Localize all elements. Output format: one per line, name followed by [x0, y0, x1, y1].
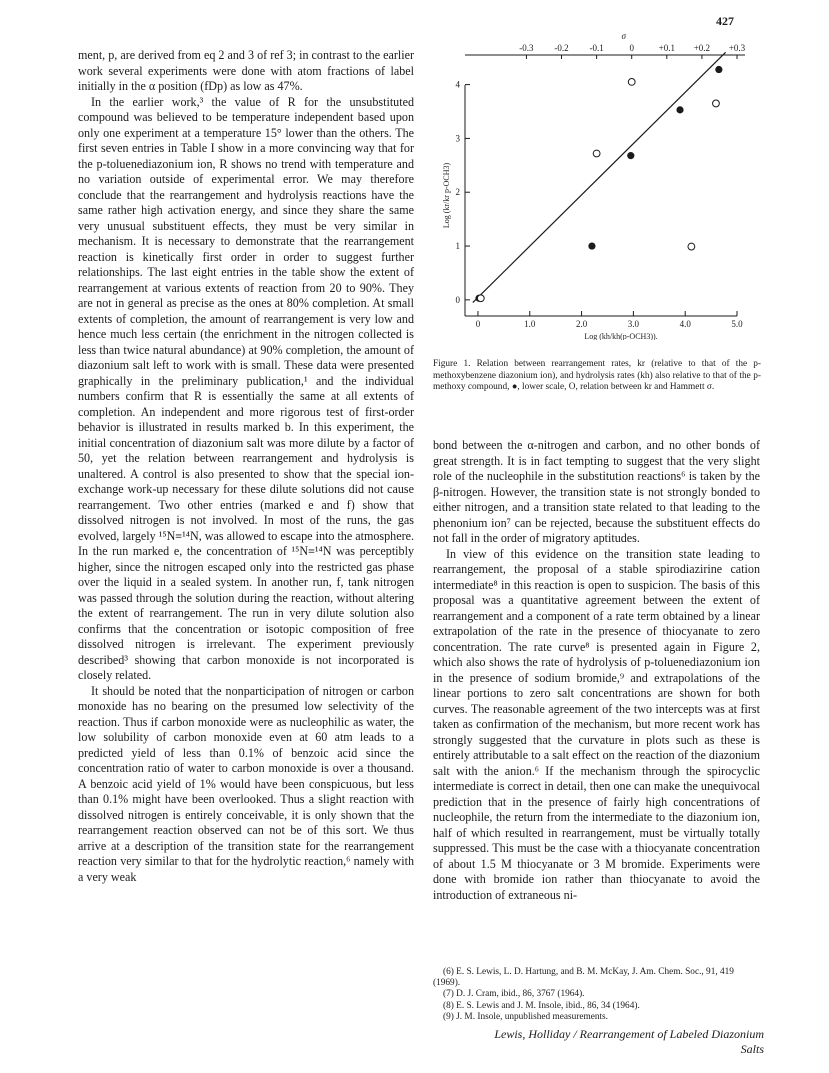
y-tick-label: 2: [455, 187, 460, 198]
data-point-filled: [715, 66, 722, 73]
data-point-open: [593, 150, 600, 157]
paragraph: ment, p, are derived from eq 2 and 3 of ref 3; in contrast to the earlier work several experiments were done with atom fractions of label initially in the α position (fDp) as low as 47%.: [78, 48, 414, 93]
figure-caption: [433, 359, 761, 394]
references: [433, 967, 761, 1023]
running-footer: Lewis, Holliday / Rearrangement of Labeled Diazonium Salts: [494, 1027, 764, 1056]
paragraph: It should be noted that the nonparticipation of nitrogen or carbon monoxide has no bearing on the presumed low selectivity of the reaction. Thus if carbon monoxide were as nucleophilic as water, the low solubility of carbon monoxide even at 60 atm leads to a predicted yield of less than 0.1% of benzoic acid since the concentration ratio of water to carbon monoxide is over a thousand. A benzoic acid yield of 1% would have been conspicuous, but less than 0.1% might have been overlooked. Thus a slight reaction with dissolved nitrogen is entirely conceivable, it is only shown that the rearrangement reaction observed can not be of this sort. We thus arrive at a description of the transition state for the rearrangement reaction very similar to that for the hydrolytic reaction,⁶ namely with a very weak: [78, 683, 414, 884]
data-point-filled: [588, 242, 595, 249]
data-point-open: [713, 100, 720, 107]
top-tick-label: +0.1: [658, 43, 675, 53]
top-tick-label: -0.2: [554, 43, 569, 53]
y-axis-label: Log (kr/kr p-OCH3): [442, 162, 451, 229]
paragraph: In view of this evidence on the transition state leading to rearrangement, the proposal of a stable spirodiazirine cation intermediate⁸ in this reaction is open to suspicion. The basis of this proposal was a quantitative agreement between the extent of rearrangement and a component of a rate term obtained by a linear extrapolation of the rate in the presence of thiocyanate to zero concentration. The rate curve⁸ is presented again in Figure 2, which also shows the rate of hydrolysis of p-toluenediazonium ion in the presence of sodium bromide,⁹ and extrapolations of the linear portions to zero salt concentrations are shown for both curves. The reasonable agreement of the two intercepts was at first taken as confirmation of the mechanism, but more recent work has strongly suggested that the curvature in plots such as these is entirely attributable to a salt effect on the reaction of the diazonium salt with the anion.⁶ If the mechanism through the spirocyclic intermediate is correct in detail, then one can make the unequivocal prediction that in the presence of fairly high concentrations of nucleophile, the return from the intermediate to the diazonium ion, half of which resulted in rearrangement, must be virtually totally suppressed. This must be the case with a thiocyanate concentration of about 1.5 M thiocyanate or 3 M bromide. Experiments were done with bromide ion rather than thiocyanate to avoid the introduction of extraneous ni-: [433, 546, 760, 902]
reference-item: (8) E. S. Lewis and J. M. Insole, ibid., 86, 34 (1964).: [443, 1000, 640, 1011]
figure-caption-text: Relation between rearrangement rates, kr (relative to that of the p-methoxybenzene diazonium ion), and hydrolysis rates (kh) also relative to that of the p-methoxy compound, ●, lower scale, O, relation between kr and Hammett σ.: [433, 359, 762, 392]
x-tick-label: 0: [475, 319, 481, 329]
top-axis-symbol: σ: [621, 31, 626, 41]
reference-item: (9) J. M. Insole, unpublished measurements.: [443, 1011, 608, 1022]
reference-item: (7) D. J. Cram, ibid., 86, 3767 (1964).: [443, 989, 585, 1000]
y-tick-label: 4: [455, 79, 460, 90]
x-tick-label: 4.0: [679, 319, 691, 329]
data-point-open: [477, 295, 484, 302]
top-tick-label: +0.3: [728, 43, 746, 53]
data-point-open: [628, 79, 635, 86]
x-tick-label: 2.0: [575, 319, 588, 329]
x-tick-label: 5.0: [731, 319, 743, 329]
y-tick-label: 0: [455, 294, 460, 305]
x-axis-label: Log (kh/kh(p-OCH3)).: [584, 332, 658, 340]
fit-line: [473, 52, 726, 302]
figure-1-chart: [432, 20, 762, 340]
figure-1: [432, 20, 762, 340]
data-point-open: [688, 243, 695, 250]
x-tick-label: 1.0: [524, 319, 536, 329]
top-tick-label: -0.1: [589, 43, 604, 53]
left-column: [78, 48, 414, 885]
data-point-filled: [676, 106, 683, 113]
figure-caption-label: Figure 1.: [433, 359, 471, 369]
y-tick-label: 1: [455, 241, 460, 252]
paragraph: bond between the α-nitrogen and carbon, and no other bonds of great strength. It is in fact tempting to suggest that the very slight role of the nucleophile in the substitution reactions⁶ is taken by the β-nitrogen. However, the transition state is not strongly bonded to either nitrogen, and a transition state related to that leading to the phenonium ion⁷ can be rejected, because the substituent effects do not fall in the order of migratory aptitudes.: [433, 438, 760, 545]
data-point-filled: [627, 152, 634, 159]
x-tick-label: 3.0: [627, 319, 640, 329]
reference-item: (6) E. S. Lewis, L. D. Hartung, and B. M. McKay, J. Am. Chem. Soc., 91, 419 (1969).: [433, 967, 734, 989]
top-tick-label: +0.2: [693, 43, 711, 53]
page-number: 427: [716, 14, 734, 28]
paragraph: In the earlier work,³ the value of R for the unsubstituted compound was believed to be temperature independent based upon only one experiment at a temperature 15° lower than the others. The first seven entries in Table I show in a more convincing way that for the p-toluenediazonium ion, R shows no trend with temperature and no variation outside of experimental error. We may therefore conclude that the rearrangement and hydrolysis reactions have the same rather high activation energy, and since they share the same very unusual substituent effects, they must be very similar in mechanism. It is necessary to demonstrate that the rearrangement reaction is kinetically first order in order to suggest further relationships. The last eight entries in the table show the extent of rearrangement at various extents of reaction from 20 to 90%. They are not in general as precise as the ones at 80% completion. At small extents of completion, the amount of rearrangement is very low and hence much less certain (the enrichment in the nitrogen collected is less than twice natural abundance) at 90% completion, the amount of diazonium salt left to work with is small. These data were presented graphically in the preliminary publication,¹ and the individual numbers confirm that R is essentially the same at all extents of completion. An independent and more rigorous test of first-order behavior is illustrated in results marked b. In this experiment, the initial concentration of diazonium salt was more dilute by a factor of 50, yet the relation between rearrangement and hydrolysis is unaltered. A control is also presented to show that the special ion-exchange work-up necessary for these dilute solutions did not cause rearrangement. Two other entries (marked e and f) show that dissolved nitrogen is not involved. In most of the runs, the gas evolved, largely ¹⁵N≡¹⁴N, was allowed to escape into the atmosphere. In the run marked e, the concentration of ¹⁵N≡¹⁴N was perceptibly higher, since the nitrogen escaped only into the restricted gas phase over the liquid in a sealed system. In another run, f, tank nitrogen was passed through the solution during the reaction, without altering the extent of rearrangement. The run in very dilute solution also confirms that the concentration or isotopic composition of free dissolved nitrogen is irrelevant. The experiment previously described³ showing that carbon monoxide is not incorporated is closely related.: [78, 94, 414, 682]
top-tick-label: 0: [629, 43, 634, 53]
top-tick-label: -0.3: [519, 43, 534, 53]
right-column: [433, 438, 760, 903]
y-tick-label: 3: [455, 133, 460, 144]
